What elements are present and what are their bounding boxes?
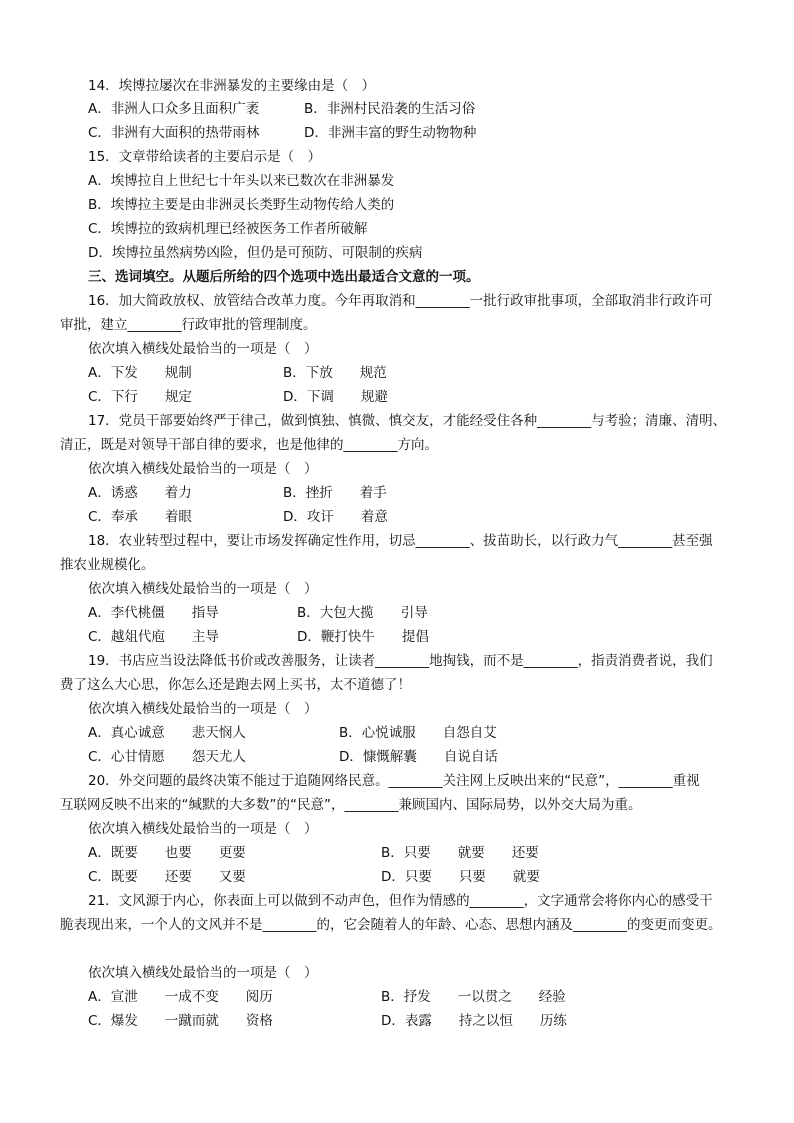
- q17-option-c: C．奉承 着眼: [88, 509, 192, 525]
- q20-stem-line1: 20．外交问题的最终决策不能过于追随网络民意。________关注网上反映出来的“民意”，________重视: [88, 773, 700, 789]
- q21-stem-line1: 21．文风源于内心，你表面上可以做到不动声色，但作为情感的________，文字通常会将你内心的感受干: [88, 893, 713, 909]
- q21-option-c: C．爆发 一蹴而就 资格: [88, 1013, 273, 1029]
- q18-option-b: B．大包大揽 引导: [297, 605, 428, 621]
- q16-stem-line1: 16．加大简政放权、放管结合改革力度。今年再取消和________一批行政审批事项，全部取消非行政许可: [88, 293, 713, 309]
- q18-option-d: D．鞭打快牛 提倡: [297, 629, 429, 645]
- q17-stem-line2: 清正，既是对领导干部自律的要求，也是他律的________方向。: [60, 437, 438, 453]
- q15-stem: 15．文章带给读者的主要启示是（ ）: [88, 149, 322, 165]
- q16-option-c: C．下行 规定: [88, 389, 192, 405]
- q15-option-b: B．埃博拉主要是由非洲灵长类野生动物传给人类的: [88, 197, 395, 213]
- q17-option-a: A．诱惑 着力: [88, 485, 192, 501]
- q14-option-b: B．非洲村民沿袭的生活习俗: [304, 101, 476, 117]
- q20-stem-line2: 互联网反映不出来的“缄默的大多数”的“民意”，________兼顾国内、国际局势，以外交大局为重。: [60, 797, 642, 813]
- q15-option-a: A．埃博拉自上世纪七十年头以来已数次在非洲暴发: [88, 173, 395, 189]
- q16-option-d: D．下调 规避: [283, 389, 388, 405]
- q18-stem-line2: 推农业规模化。: [60, 557, 155, 573]
- q17-question: 依次填入横线处最恰当的一项是（ ）: [88, 461, 318, 477]
- q17-stem-line1: 17．党员干部要始终严于律己，做到慎独、慎微、慎交友，才能经受住各种________与考验；清廉、清明、: [88, 413, 727, 429]
- q20-option-b: B．只要 就要 还要: [381, 845, 539, 861]
- q21-question: 依次填入横线处最恰当的一项是（ ）: [88, 965, 318, 981]
- q20-option-c: C．既要 还要 又要: [88, 869, 246, 885]
- q14-option-a: A．非洲人口众多且面积广袤: [88, 101, 260, 117]
- q14-option-d: D．非洲丰富的野生动物物种: [304, 125, 477, 141]
- q21-option-d: D．表露 持之以恒 历练: [381, 1013, 567, 1029]
- q21-stem-line2: 脆表现出来，一个人的文风并不是________的，它会随着人的年龄、心态、思想内涵及________的变更而变更。: [60, 917, 722, 933]
- q20-option-a: A．既要 也要 更要: [88, 845, 246, 861]
- q21-option-b: B．抒发 一以贯之 经验: [381, 989, 566, 1005]
- q16-option-b: B．下放 规范: [283, 365, 387, 381]
- section-heading: 三、选词填空。从题后所给的四个选项中选出最适合文意的一项。: [88, 269, 480, 285]
- q18-option-c: C．越俎代庖 主导: [88, 629, 219, 645]
- q18-question: 依次填入横线处最恰当的一项是（ ）: [88, 581, 318, 597]
- q21-option-a: A．宣泄 一成不变 阅历: [88, 989, 273, 1005]
- q19-question: 依次填入横线处最恰当的一项是（ ）: [88, 701, 318, 717]
- q15-option-c: C．埃博拉的致病机理已经被医务工作者所破解: [88, 221, 368, 237]
- q19-option-c: C．心甘情愿 怨天尤人: [88, 749, 246, 765]
- q16-option-a: A．下发 规制: [88, 365, 192, 381]
- q20-question: 依次填入横线处最恰当的一项是（ ）: [88, 821, 318, 837]
- q19-option-a: A．真心诚意 悲天悯人: [88, 725, 246, 741]
- q19-stem-line1: 19．书店应当设法降低书价或改善服务，让读者________地掏钱，而不是________，指责消费者说，我们: [88, 653, 713, 669]
- q17-option-b: B．挫折 着手: [283, 485, 387, 501]
- q19-option-b: B．心悦诚服 自怨自艾: [339, 725, 497, 741]
- q16-stem-line2: 审批，建立________行政审批的管理制度。: [60, 317, 317, 333]
- q19-option-d: D．慷慨解囊 自说自话: [339, 749, 498, 765]
- q15-option-d: D．埃博拉虽然病势凶险，但仍是可预防、可限制的疾病: [88, 245, 423, 261]
- q20-option-d: D．只要 只要 就要: [381, 869, 540, 885]
- q16-question: 依次填入横线处最恰当的一项是（ ）: [88, 341, 318, 357]
- q14-stem: 14．埃博拉屡次在非洲暴发的主要缘由是（ ）: [88, 78, 376, 94]
- q17-option-d: D．攻讦 着意: [283, 509, 388, 525]
- q18-stem-line1: 18．农业转型过程中，要让市场发挥确定性作用，切忌________、拔苗助长，以行政力气________甚至强: [88, 533, 713, 549]
- q18-option-a: A．李代桃僵 指导: [88, 605, 219, 621]
- q19-stem-line2: 费了这么大心思，你怎么还是跑去网上买书，太不道德了！: [60, 677, 411, 693]
- q14-option-c: C．非洲有大面积的热带雨林: [88, 125, 260, 141]
